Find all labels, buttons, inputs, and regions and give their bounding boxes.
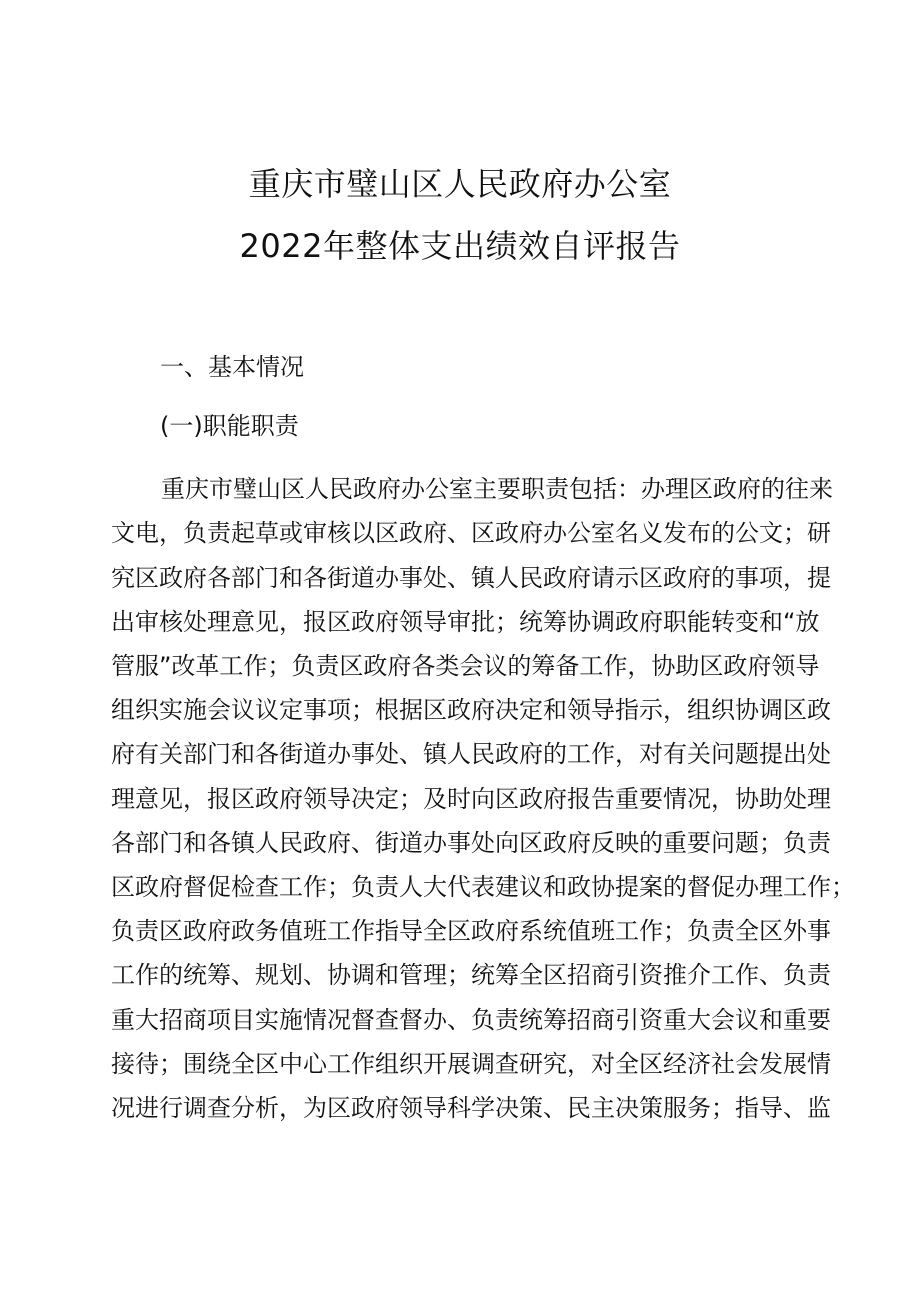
paragraph-line: 府有关部门和各街道办事处、镇人民政府的工作，对有关问题提出处	[111, 740, 831, 768]
paragraph-line: 各部门和各镇人民政府、街道办事处向区政府反映的重要问题；负责	[111, 829, 831, 857]
paragraph-line: 重大招商项目实施情况督查督办、负责统筹招商引资重大会议和重要	[111, 1006, 831, 1034]
section-heading: 一、基本情况	[160, 353, 304, 381]
paragraph-line: 出审核处理意见，报区政府领导审批；统筹协调政府职能转变和“放	[111, 608, 820, 636]
paragraph-line: 究区政府各部门和各街道办事处、镇人民政府请示区政府的事项，提	[111, 564, 831, 592]
document-title-line-1: 重庆市璧山区人民政府办公室	[248, 165, 672, 203]
paragraph-line: 区政府督促检查工作；负责人大代表建议和政协提案的督促办理工作；	[111, 873, 855, 901]
document-title-line-2: 2022年整体支出绩效自评报告	[239, 227, 681, 265]
paragraph-line: 负责区政府政务值班工作指导全区政府系统值班工作；负责全区外事	[111, 917, 831, 945]
paragraph-line: 况进行调查分析，为区政府领导科学决策、民主决策服务；指导、监	[111, 1094, 831, 1122]
paragraph-line: 文电，负责起草或审核以区政府、区政府办公室名义发布的公文；研	[111, 519, 831, 547]
subsection-heading: (一)职能职责	[160, 412, 299, 440]
paragraph-line: 工作的统筹、规划、协调和管理；统筹全区招商引资推介工作、负责	[111, 961, 831, 989]
paragraph-line: 理意见，报区政府领导决定；及时向区政府报告重要情况，协助处理	[111, 785, 831, 813]
paragraph-line: 接待；围绕全区中心工作组织开展调查研究，对全区经济社会发展情	[111, 1050, 831, 1078]
paragraph-line: 重庆市璧山区人民政府办公室主要职责包括：办理区政府的往来	[161, 475, 833, 503]
paragraph-line: 管服”改革工作；负责区政府各类会议的筹备工作，协助区政府领导	[111, 652, 820, 680]
paragraph-line: 组织实施会议议定事项；根据区政府决定和领导指示，组织协调区政	[111, 696, 831, 724]
